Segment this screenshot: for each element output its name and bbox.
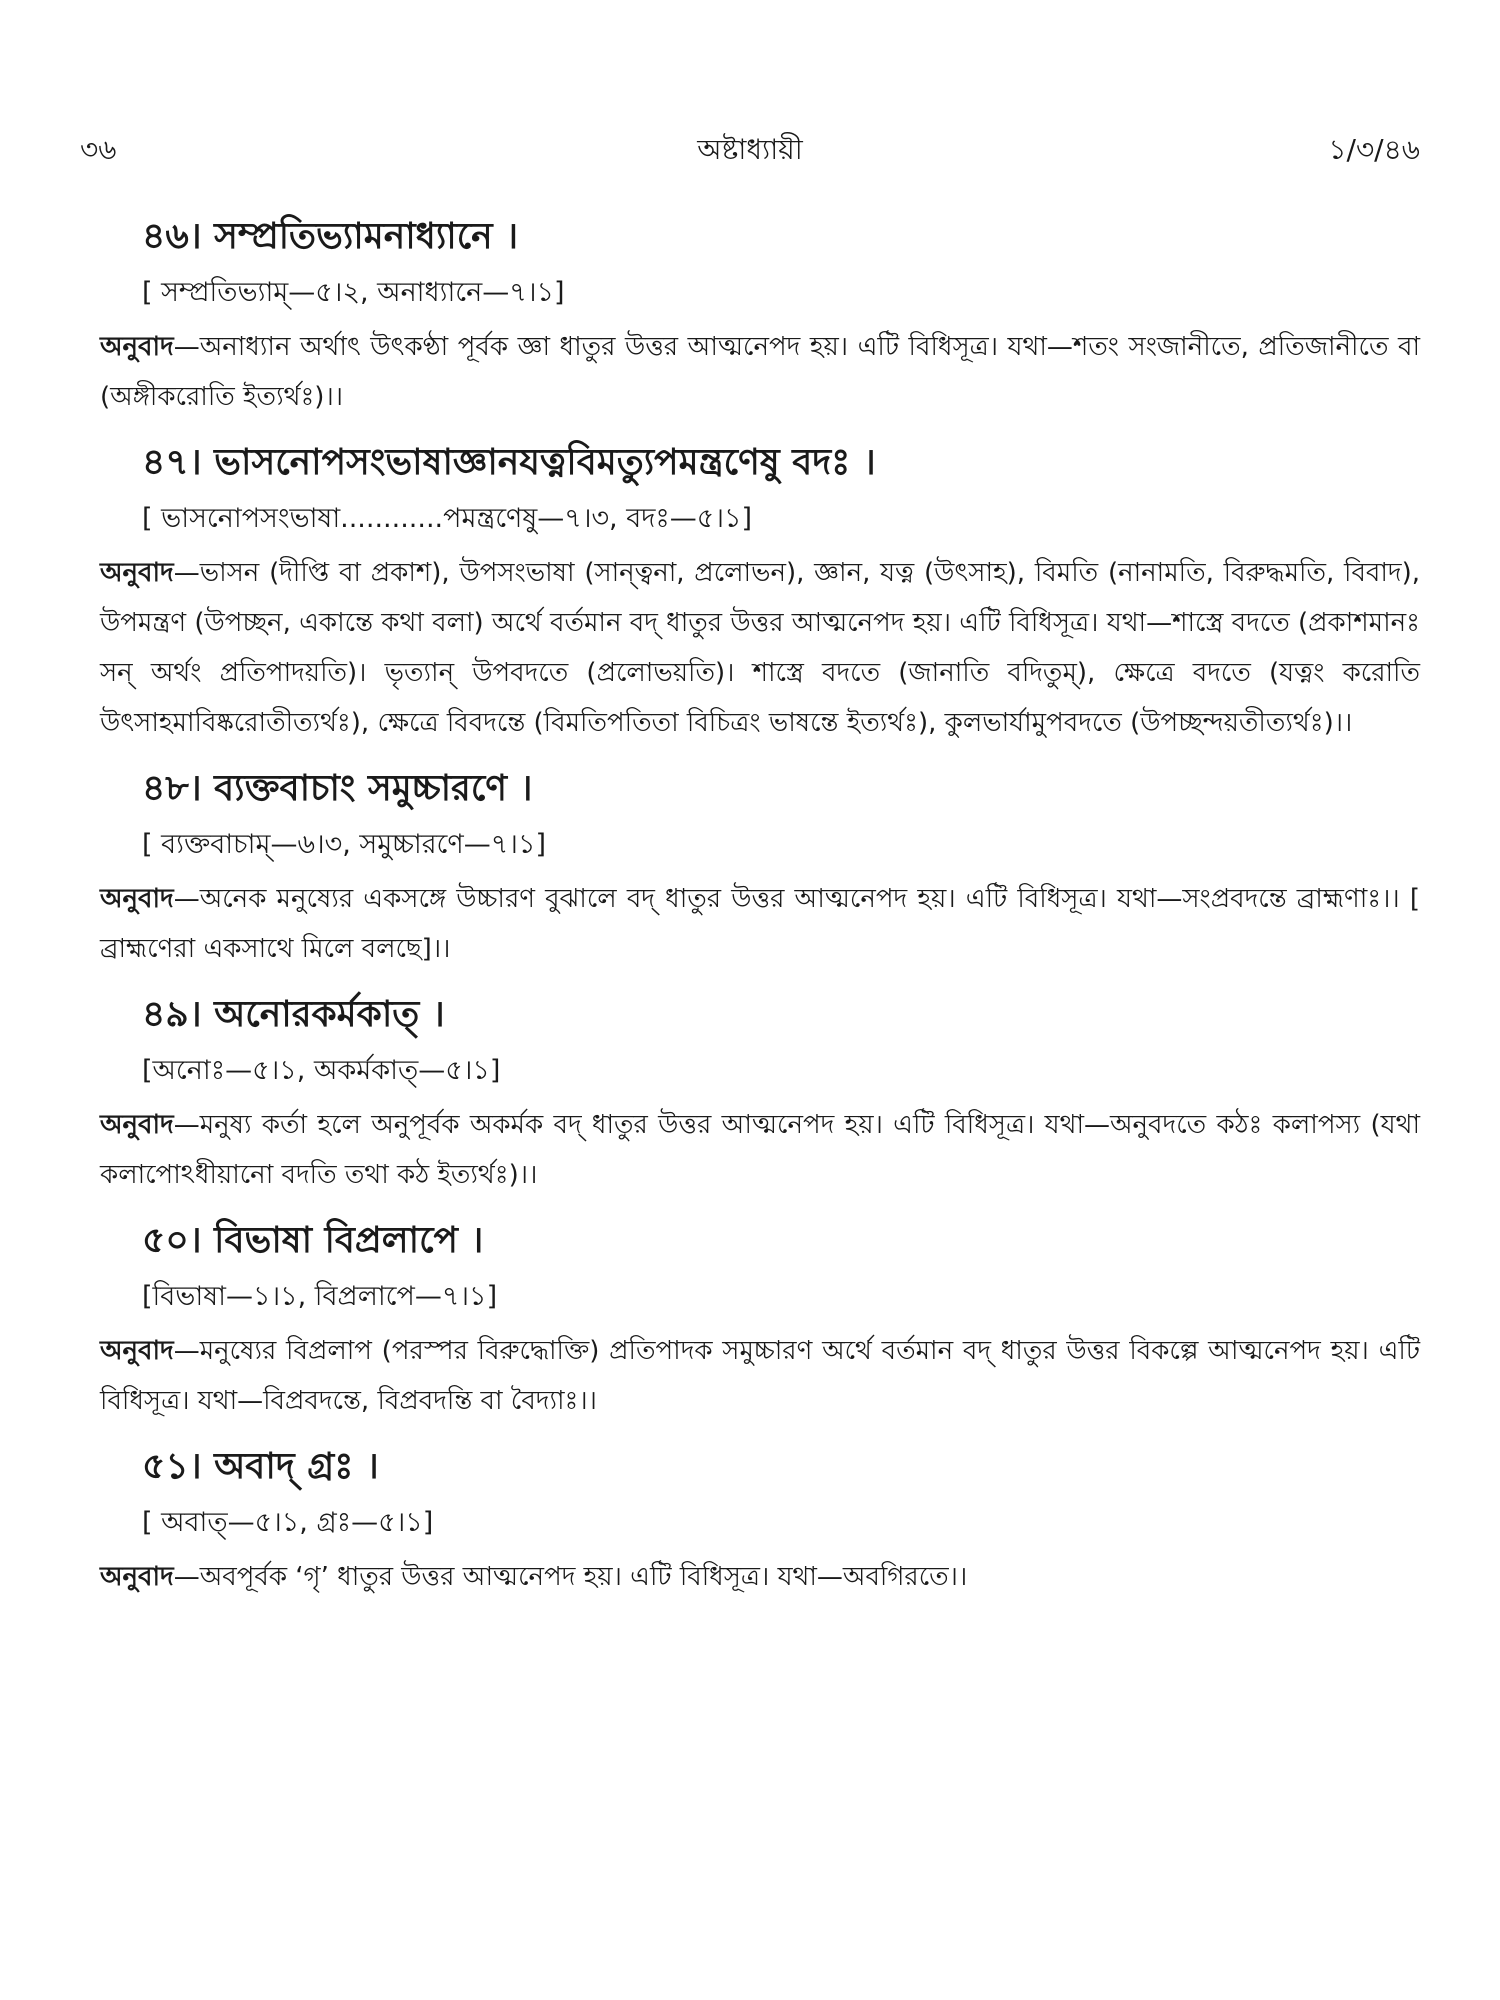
sutra-reference: ১/৩/৪৬ bbox=[1328, 133, 1420, 166]
sutra-51 bbox=[100, 1440, 1420, 1602]
sutra-47 bbox=[100, 436, 1420, 748]
sutra-46 bbox=[100, 210, 1420, 422]
running-title: অষ্টাধ্যায়ী bbox=[697, 133, 803, 166]
page-number: ৩৬ bbox=[80, 133, 117, 166]
translation-label: অনুবাদ bbox=[100, 884, 174, 914]
sutra-translation bbox=[100, 874, 1420, 974]
sutra-48 bbox=[100, 762, 1420, 974]
sutra-49 bbox=[100, 988, 1420, 1200]
sutra-parse: [বিভাষা—১।১, বিপ্রলাপে—৭।১] bbox=[142, 1281, 498, 1312]
translation-label: অনুবাদ bbox=[100, 1336, 174, 1366]
sutra-parse: [ অবাত্—৫।১, গ্রঃ—৫।১] bbox=[142, 1507, 434, 1538]
sutra-heading: ৪৭। ভাসনোপসংভাষাজ্ঞানযত্নবিমত্যুপমন্ত্রণেষু বদঃ । bbox=[142, 442, 876, 483]
translation-text: —মনুষ্য কর্তা হলে অনুপূর্বক অকর্মক বদ্ ধাতুর উত্তর আত্মনেপদ হয়। এটি বিধিসূত্র। যথা—অনুবদতে কঠঃ কলাপস্য (যথা কলাপোঽধীয়ানো বদতি তথা কঠ ইত্যর্থঃ)।। bbox=[100, 1110, 1420, 1190]
translation-label: অনুবাদ bbox=[100, 1562, 174, 1592]
translation-label: অনুবাদ bbox=[100, 1110, 174, 1140]
translation-label: অনুবাদ bbox=[100, 332, 174, 362]
sutra-parse: [ সম্প্রতিভ্যাম্—৫।২, অনাধ্যানে—৭।১] bbox=[142, 277, 565, 308]
sutra-translation bbox=[100, 322, 1420, 422]
sutra-heading: ৪৮। ব্যক্তবাচাং সমুচ্চারণে । bbox=[142, 768, 533, 809]
sutra-parse: [ ভাসনোপসংভাষা............পমন্ত্রণেষু—৭।৩, বদঃ—৫।১] bbox=[142, 503, 753, 534]
sutra-heading: ৫১। অবাদ্ গ্রঃ । bbox=[142, 1446, 379, 1487]
sutra-translation bbox=[100, 1326, 1420, 1426]
translation-label: অনুবাদ bbox=[100, 558, 174, 588]
translation-text: —ভাসন (দীপ্তি বা প্রকাশ), উপসংভাষা (সান্ত্বনা, প্রলোভন), জ্ঞান, যত্ন (উৎসাহ), বিমতি (নানামতি, বিরুদ্ধমতি, বিবাদ), উপমন্ত্রণ (উপচ্ছন, একান্তে কথা বলা) অর্থে বর্তমান বদ্ ধাতুর উত্তর আত্মনেপদ হয়। এটি বিধিসূত্র। যথা—শাস্ত্রে বদতে (প্রকাশমানঃ সন্ অর্থং প্রতিপাদয়তি)। ভৃত্যান্ উপবদতে (প্রলোভয়তি)। শাস্ত্রে বদতে (জানাতি বদিতুম্), ক্ষেত্রে বদতে (যত্নং করোতি উৎসাহমাবিষ্করোতীত্যর্থঃ), ক্ষেত্রে বিবদন্তে (বিমতিপতিতা বিচিত্রং ভাষন্তে ইত্যর্থঃ), কুলভার্যামুপবদতে (উপচ্ছন্দয়তীত্যর্থঃ)।। bbox=[100, 558, 1420, 738]
sutra-heading: ৪৬। সম্প্রতিভ্যামনাধ্যানে । bbox=[142, 216, 519, 257]
sutra-heading: ৫০। বিভাষা বিপ্রলাপে । bbox=[142, 1220, 484, 1261]
translation-text: —অনাধ্যান অর্থাৎ উৎকণ্ঠা পূর্বক জ্ঞা ধাতুর উত্তর আত্মনেপদ হয়। এটি বিধিসূত্র। যথা—শতং সংজানীতে, প্রতিজানীতে বা (অঙ্গীকরোতি ইত্যর্থঃ)।। bbox=[100, 332, 1420, 412]
page-content bbox=[100, 210, 1420, 1616]
sutra-heading: ৪৯। অনোরকর্মকাত্ । bbox=[142, 994, 445, 1035]
page-header bbox=[80, 128, 1420, 172]
sutra-translation bbox=[100, 548, 1420, 748]
sutra-parse: [ ব্যক্তবাচাম্—৬।৩, সমুচ্চারণে—৭।১] bbox=[142, 829, 546, 860]
sutra-translation bbox=[100, 1100, 1420, 1200]
sutra-50 bbox=[100, 1214, 1420, 1426]
sutra-parse: [অনোঃ—৫।১, অকর্মকাত্—৫।১] bbox=[142, 1055, 501, 1086]
translation-text: —অনেক মনুষ্যের একসঙ্গে উচ্চারণ বুঝালে বদ্ ধাতুর উত্তর আত্মনেপদ হয়। এটি বিধিসূত্র। যথা—সংপ্রবদন্তে ব্রাহ্মণাঃ।। [ ব্রাহ্মণেরা একসাথে মিলে বলছে]।। bbox=[100, 884, 1420, 964]
sutra-translation bbox=[100, 1552, 1420, 1602]
translation-text: —মনুষ্যের বিপ্রলাপ (পরস্পর বিরুদ্ধোক্তি) প্রতিপাদক সমুচ্চারণ অর্থে বর্তমান বদ্ ধাতুর উত্তর বিকল্পে আত্মনেপদ হয়। এটি বিধিসূত্র। যথা—বিপ্রবদন্তে, বিপ্রবদন্তি বা বৈদ্যাঃ।। bbox=[100, 1336, 1420, 1416]
translation-text: —অবপূর্বক ‘গৃ’ ধাতুর উত্তর আত্মনেপদ হয়। এটি বিধিসূত্র। যথা—অবগিরতে।। bbox=[173, 1562, 968, 1592]
